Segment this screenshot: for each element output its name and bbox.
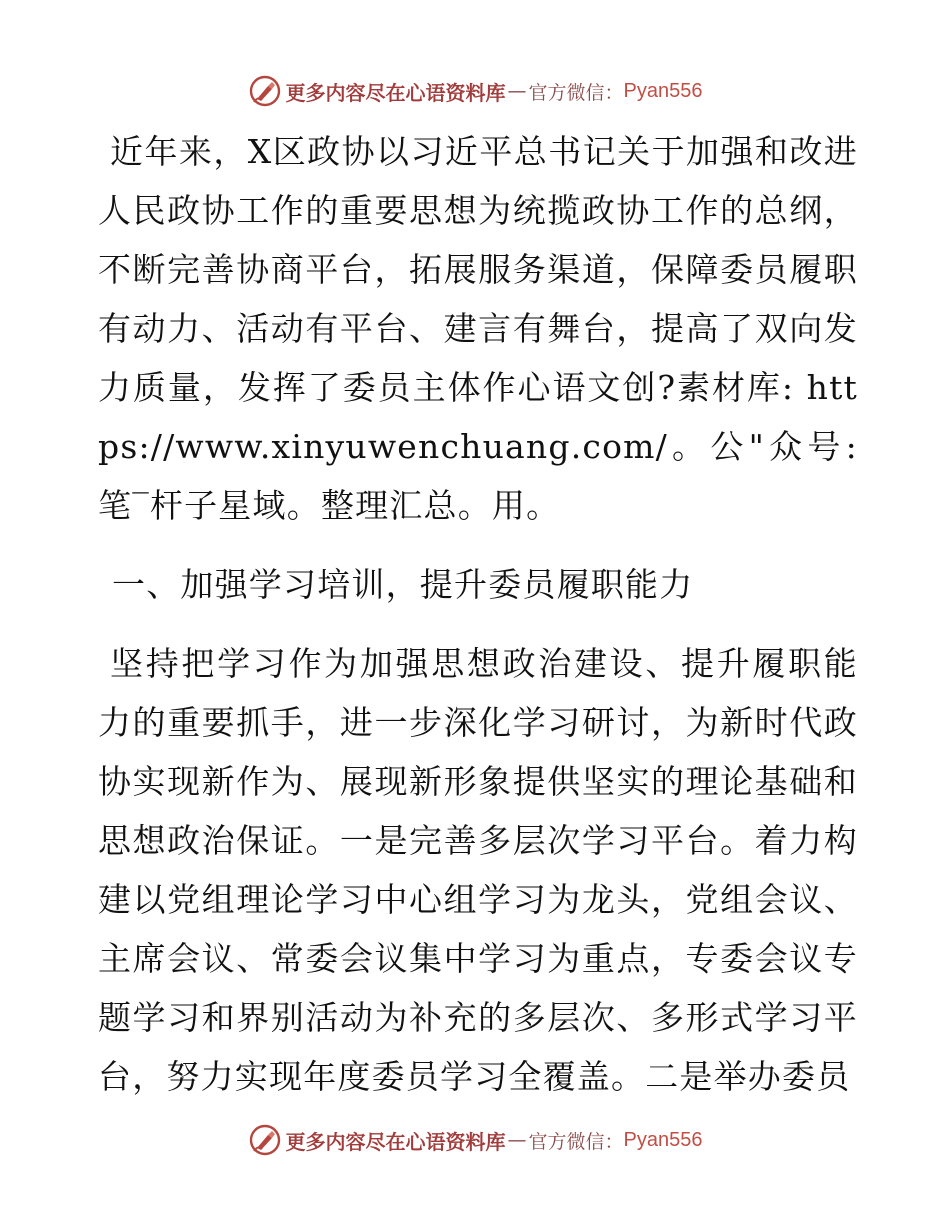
banner-wechat-label: 官方微信：	[528, 1130, 624, 1153]
header-banner	[0, 71, 950, 111]
section-heading: 一、加强学习培训，提升委员履职能力	[112, 565, 694, 604]
pen-logo-icon	[248, 1123, 282, 1157]
banner-site-text: 更多内容尽在心语资料库	[285, 1129, 506, 1154]
banner-site-text: 更多内容尽在心语资料库	[285, 80, 506, 105]
section-paragraph: 坚持把学习作为加强思想政治建设、提升履职能力的重要抓手，进一步深化学习研讨，为新时代政协实现新作为、展现新形象提供坚实的理论基础和思想政治保证。一是完善多层次学习平台。着力构建以党组理论学习中心组学习为龙头，党组会议、主席会议、常委会议集中学习为重点，专委会议专题学习和界别活动为补充的多层次、多形式学习平台，努力实现年度委员学习全覆盖。二是举办委员	[98, 644, 858, 1096]
document-body	[98, 122, 858, 1106]
footer-banner	[0, 1120, 950, 1160]
banner-separator: —	[507, 80, 527, 102]
banner-wechat-label: 官方微信：	[528, 81, 624, 104]
banner-wechat-id: Pyan556	[623, 79, 703, 102]
intro-paragraph: 近年来，X区政协以习近平总书记关于加强和改进人民政协工作的重要思想为统揽政协工作的总纲，不断完善协商平台，拓展服务渠道，保障委员履职有动力、活动有平台、建言有舞台，提高了双向发力质量，发挥了委员主体作心语文创?素材库: https://www.xinyuwenchuang.com/。公"众号: 笔‾杆子星域。整理汇总。用。	[98, 132, 858, 525]
pen-logo-icon	[248, 74, 282, 108]
banner-wechat-id: Pyan556	[623, 1128, 703, 1151]
banner-separator: —	[507, 1129, 527, 1151]
